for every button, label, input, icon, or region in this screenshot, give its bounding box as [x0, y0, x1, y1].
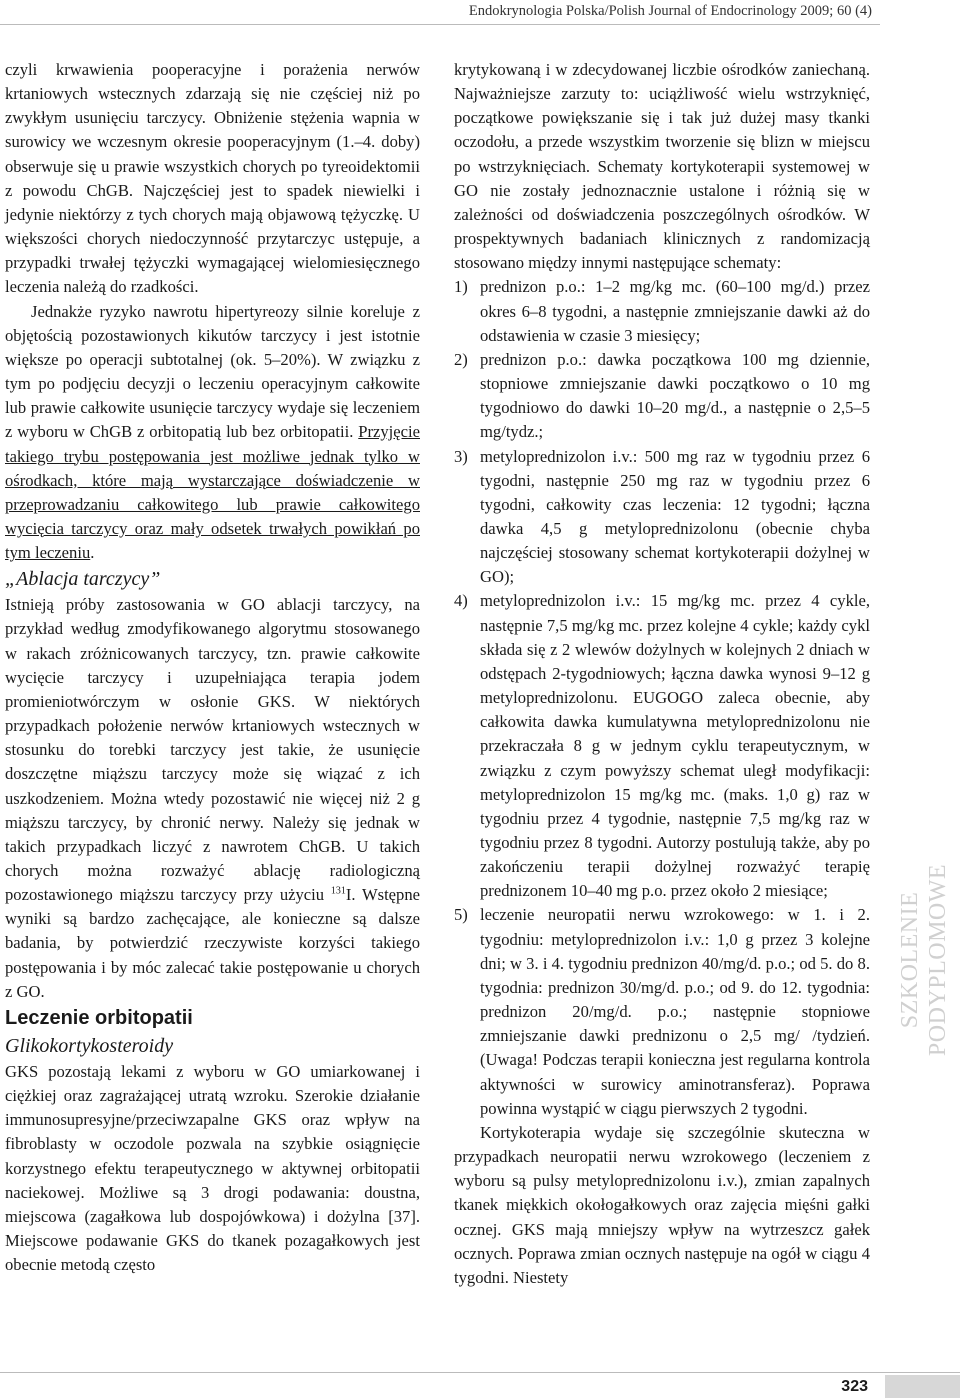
list-item-text: metyloprednizolon i.v.: 500 mg raz w tygodniu przez 6 tygodni, następnie 250 mg raz w tygodniu przez 6 tygodni, całkowity czas leczenia: 12 tygodni; łączna dawka 4,5 g metyloprednizolonu (obecnie chyba najczęściej stosowany schemat kortykoterapii dożylnej w GO);	[480, 446, 870, 587]
footer-divider	[0, 1372, 960, 1373]
list-item-number: 2)	[454, 349, 468, 369]
paragraph-effectiveness: Kortykoterapia wydaje się szczególnie skuteczna w przypadkach neuropatii nerwu wzrokowego (leczeniem z wyboru są pulsy metyloprednizolonu i.v.), zmian zapalnych tkanek miękkich okołogałkowych oraz zajęcia mięśni gałki ocznej. GKS mają mniejszy wpływ na wytrzeszcz gałek ocznych. Poprawa zmian ocznych następuje na ogół w ciągu 4 tygodni. Niestety	[454, 1122, 870, 1287]
journal-header: Endokrynologia Polska/Polish Journal of Endocrinology 2009; 60 (4)	[468, 3, 872, 19]
ablation-text-cont: I. Wstępne wyniki są bardzo zachęcające, ale konieczne są dalsze badania, by potwierdzić rzeczywiste korzyści takiego postępowania i by móc zalecać takie postępowanie u chorych z GO.	[5, 885, 420, 1001]
page-number: 323	[841, 1378, 868, 1395]
sidebar-text	[896, 864, 952, 1056]
list-item	[454, 348, 870, 445]
heading-orbitopathy-treatment: Leczenie orbitopatii	[5, 1006, 193, 1029]
list-item-text: metyloprednizolon i.v.: 15 mg/kg mc. przez 4 cykle, następnie 7,5 mg/kg mc. przez kolejne 4 cykle; każdy cykl składa się z 2 wlewów dożylnych w kolejnych 2 dniach w odstępach 2-tygodniowych; łączna dawka wynosi 9–12 g metyloprednizolonu. EUGOGO zaleca obecnie, aby całkowita dawka kumulatywna metyloprednizolonu nie przekraczała 8 g w jednym cyklu terapeutycznym, w związku z czym powyższy schemat uległ modyfikacji: metyloprednizolon 15 mg/kg mc. (maks. 1,0 g) raz w tygodniu przez 4 tygodnie, następnie 7,5 mg/kg raz w tygodniu przez 8 tygodni. Autorzy postulują także, aby po zakończeniu terapii dożylnej rozważyć terapię prednizonem 10–40 mg p.o. przez około 2 miesiące;	[480, 591, 870, 901]
recurrence-end: .	[90, 543, 95, 563]
paragraph-gks: GKS pozostają lekami z wyboru w GO umiarkowanej i ciężkiej oraz zagrażającej utratą wzroku. Szerokie działanie immunosupresyjne/przeciwzapalne GKS oraz wpływ na fibroblasty w oczodole pozwala na szybkie osiągnięcie korzystnego efektu terapeutycznego w aktywnej orbitopatii naciekowej. Możliwe są 3 drogi podawania: doustna, miejscowa (zagałkowa lub dospojówkowa) i dożylna [37]. Miejscowe podawanie GKS do tkanek pozagałkowych jest obecnie metodą często	[5, 1061, 420, 1275]
ablation-text: Istnieją próby zastosowania w GO ablacji tarczycy, na przykład według zmodyfikowanego algorytmu stosowanego w rakach zróżnicowanych tarczycy, tzn. prawie całkowite wycięcie tarczycy i uzupełniająca terapia jodem promieniotwórczym w osłonie GKS. W niektórych przypadkach położenie nerwów krtaniowych wstecznych w stosunku do torebki tarczycy jest takie, że usunięcie doszczętne miąższu tarczycy może się wiązać z ich uszkodzeniem. Można wtedy pozostawić nie więcej niż 2 g miąższu tarczycy, by chronić nerwy. Należy się jednak w takich przypadkach liczyć z nawrotem ChGB. U takich chorych można rozważyć ablację radiologiczną pozostawionego miąższu tarczycy przy użyciu	[5, 595, 420, 905]
footer-bar	[885, 1375, 960, 1398]
list-item	[454, 445, 870, 590]
list-item-text: prednizon p.o.: 1–2 mg/kg mc. (60–100 mg/d.) przez okres 6–8 tygodni, a następnie zmniejszanie dawki aż do odstawienia w czasie 3 miesięcy;	[480, 277, 870, 345]
paragraph-recurrence-risk	[5, 300, 420, 566]
section-sidebar-label	[888, 830, 960, 1090]
list-item	[454, 589, 870, 903]
paragraph-complications: czyli krwawienia pooperacyjne i porażenia nerwów krtaniowych wstecznych zdarzają się nie częściej niż po zwykłym usunięciu tarczycy. Obniżenie stężenia wapnia w surowicy we wczesnym okresie pooperacyjnym (1.–4. doby) obserwuje się u prawie wszystkich chorych po tyreoidektomii z powodu ChGB. Najczęściej jest to spadek niewielki i jedynie niektórzy z tych chorych mają objawową tężyczkę. U większości chorych niedoczynność przytarczyc ustępuje, a przypadki trwałej tężyczki wymagającej wielomiesięcznego leczenia należą do rzadkości.	[5, 60, 420, 297]
isotope-superscript: 131	[330, 885, 346, 897]
heading-glucocorticoids: Glikokortykosteroidy	[5, 1034, 174, 1057]
list-item-number: 1)	[454, 277, 468, 297]
header-divider	[0, 24, 880, 25]
list-item-number: 5)	[454, 905, 468, 925]
underlined-statement: Przyjęcie takiego trybu postępowania jest możliwe jednak tylko w ośrodkach, które mają wystarczające doświadczenie w przeprowadzaniu całkowitego lub prawie całkowitego wycięcia tarczycy oraz mały odsetek trwałych powikłań po tym leczeniu	[5, 422, 420, 563]
list-item-number: 4)	[454, 591, 468, 611]
right-column	[454, 58, 870, 1290]
left-column	[5, 58, 420, 1277]
list-item	[454, 903, 870, 1120]
recurrence-text: Jednakże ryzyko nawrotu hipertyreozy silnie koreluje z objętością pozostawionych kikutów tarczycy i jest istotnie większe po operacji subtotalnej (ok. 5–20%). W związku z tym po podjęciu decyzji o leczeniu operacyjnym całkowite lub prawie całkowite usunięcie tarczycy wydaje się leczeniem z wyboru w ChGB z orbitopatią lub bez orbitopatii.	[5, 301, 420, 442]
list-item-text: prednizon p.o.: dawka początkowa 100 mg dziennie, stopniowe zmniejszanie dawki początkowo o 10 mg tygodniowo do dawki 10–20 mg/d., a następnie o 2,5–5 mg/tydz.;	[480, 349, 870, 442]
list-item	[454, 275, 870, 347]
list-item-number: 3)	[454, 446, 468, 466]
paragraph-local-therapy: krytykowaną i w zdecydowanej liczbie ośrodków zaniechaną. Najważniejsze zarzuty to: uciążliwość wielu wstrzyknięć, początkowe powiększanie się i tak już dużej masy tkanki oczodołu, a przede wszystkim tworzenie się blizn w miejscu po wstrzyknięciach. Schematy kortykoterapii systemowej w GO nie zostały jednoznacznie ustalone i różnią się w zależności od doświadczenia poszczególnych ośrodków. W prospektywnych badaniach klinicznych z randomizacją stosowano między innymi następujące schematy:	[454, 60, 870, 273]
list-item-text: leczenie neuropatii nerwu wzrokowego: w 1. i 2. tygodniu: metyloprednizolon i.v.: 1,0 g przez 3 kolejne dni; w 3. i 4. tygodniu prednizon 40/mg/d. p.o.; od 5. do 8. tygodnia: prednizon 30/mg/d. p.o.; od 9. do 12. tygodnia: prednizon 20/mg/d. p.o.; następnie stopniowe zmniejszanie dawki prednizonu o 2,5 mg/ /tydzień. (Uwaga! Podczas terapii konieczna jest regularna kontrola aktywności w surowicy aminotransferaz). Poprawa powinna wystąpić w ciągu pierwszych 2 tygodni.	[480, 905, 870, 1118]
sidebar-line-2: PODYPLOMOWE	[925, 863, 951, 1057]
paragraph-ablation	[5, 593, 420, 1004]
heading-ablation: „Ablacja tarczycy”	[5, 568, 161, 591]
sidebar-line-1: SZKOLENIE	[897, 891, 923, 1029]
treatment-schemes-list	[454, 275, 870, 1120]
